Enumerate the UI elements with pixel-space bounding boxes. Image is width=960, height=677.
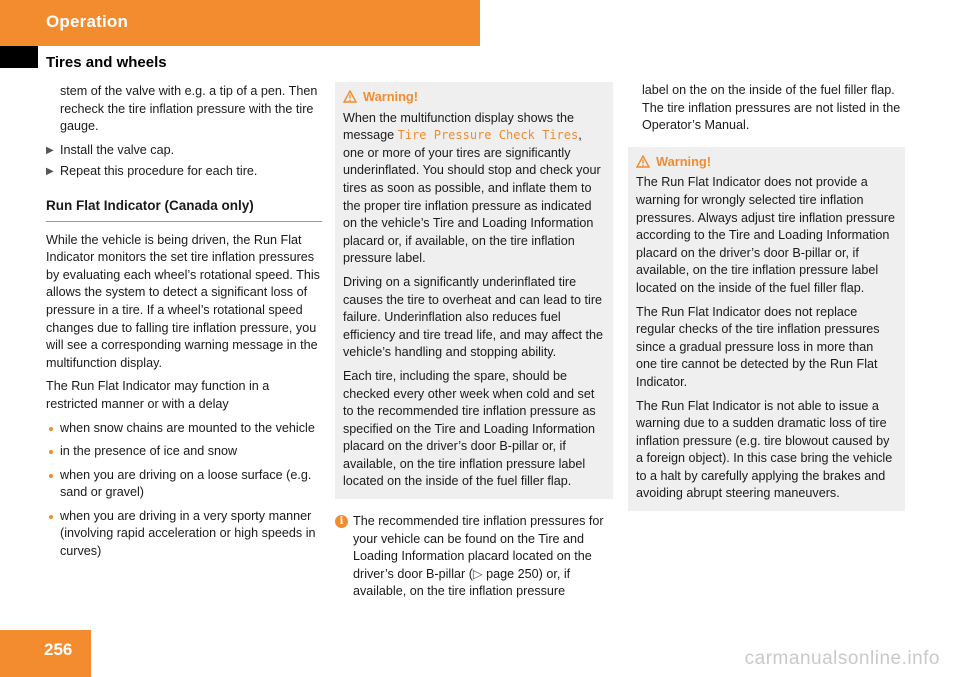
orange-dot-icon bbox=[49, 427, 53, 431]
list-item-text: when snow chains are mounted to the vehicle bbox=[60, 420, 315, 435]
warning-paragraph: Driving on a significantly underinflated tire causes the tire to overheat and can lead to tire failure. Underinflation also reduces fuel efficiency and tire tread life, and may affect the vehicle’s handling and stopping ability. bbox=[343, 274, 603, 360]
warning-triangle-icon bbox=[636, 155, 650, 168]
orange-dot-icon bbox=[49, 450, 53, 454]
subsection-title: Tires and wheels bbox=[46, 54, 167, 71]
warning-box bbox=[628, 147, 905, 511]
continued-paragraph: label on the on the inside of the fuel filler flap. The tire inflation pressures are not listed in the Operator’s Manual. bbox=[642, 83, 901, 133]
warning-heading bbox=[343, 88, 605, 106]
orange-dot-icon bbox=[49, 515, 53, 519]
body-paragraph: The Run Flat Indicator may function in a restricted manner or with a delay bbox=[46, 379, 270, 411]
page-reference-link[interactable]: page 250 bbox=[486, 566, 539, 581]
list-item bbox=[46, 420, 322, 438]
triangle-arrow-icon: ▶ bbox=[46, 166, 54, 178]
info-text: ) or, if available, on the tire inflation pressure bbox=[353, 566, 571, 599]
watermark: carmanualsonline.info bbox=[744, 648, 940, 669]
step-text: Repeat this procedure for each tire. bbox=[60, 164, 258, 179]
column-left bbox=[46, 83, 322, 567]
step-text: Install the valve cap. bbox=[60, 142, 175, 157]
warning-box bbox=[335, 82, 613, 499]
body-paragraph: While the vehicle is being driven, the Run Flat Indicator monitors the set tire inflation pressures by evaluating each wheel’s rotational speed. This allows the system to detect a significant loss of pressure in a tire. If a wheel’s rotational speed changes due to falling tire inflation pressure, you will see a corresponding warning message in the multifunction display. bbox=[46, 232, 320, 370]
warning-title: Warning! bbox=[656, 153, 711, 169]
list-item bbox=[46, 508, 322, 561]
orange-dot-icon bbox=[49, 474, 53, 478]
list-item-text: in the presence of ice and snow bbox=[60, 444, 238, 459]
warning-paragraph: The Run Flat Indicator does not provide a warning for wrongly selected tire inflation pressures. Always adjust tire inflation pressure according to the Tire and Loading Information placard on the driver’s door B-pillar or, if available, on the tire inflation pressure label located on the inside of the fuel filler flap. bbox=[636, 175, 895, 295]
list-item-text: when you are driving on a loose surface (e.g. sand or gravel) bbox=[60, 467, 312, 500]
page-number-box bbox=[0, 630, 91, 677]
section-heading: Run Flat Indicator (Canada only) bbox=[46, 197, 322, 222]
intro-paragraph: stem of the valve with e.g. a tip of a pen. Then recheck the tire inflation pressure with the tire gauge. bbox=[60, 84, 318, 134]
warning-paragraph: The Run Flat Indicator does not replace regular checks of the tire inflation pressures since a gradual pressure loss in more than one tire cannot be detected by the Run Flat Indicator. bbox=[636, 304, 880, 389]
section-tab-marker bbox=[0, 46, 38, 68]
triangle-arrow-icon: ▶ bbox=[46, 144, 54, 156]
info-text: The recommended tire inflation pressures for your vehicle can be found on the Tire and Loading Information placard located on the driver’s door B-pillar ( bbox=[353, 514, 604, 581]
warning-title: Warning! bbox=[363, 89, 418, 104]
warning-paragraph: The Run Flat Indicator is not able to issue a warning due to a sudden dramatic loss of tire inflation pressure (e.g. tire blowout caused by a foreign object). In this case bring the vehicle to a halt by carefully applying the brakes and avoiding abrupt steering maneuvers. bbox=[636, 398, 893, 501]
header-bar bbox=[0, 0, 480, 46]
warning-heading bbox=[636, 153, 897, 171]
list-item-text: when you are driving in a very sporty manner (involving rapid acceleration or high speeds in curves) bbox=[60, 508, 316, 559]
warning-paragraph: Each tire, including the spare, should be checked every other week when cold and set to the recommended tire inflation pressure as specified on the Tire and Loading Information placard on the driver’s door B-pillar or, if available, on the tire inflation pressure label located on the inside of the fuel filler flap. bbox=[343, 368, 596, 489]
warning-text: , one or more of your tires are significantly underinflated. You should stop and check your tires as soon as possible, and inflate them to the proper tire inflation pressure as indicated on the vehicle’s Tire and Loading Information placard or, if available, on the tire inflation pressure label. bbox=[343, 128, 601, 266]
column-middle bbox=[335, 82, 613, 601]
warning-text: When the multifunction display shows the message bbox=[343, 110, 575, 143]
display-message: Tire Pressure Check Tires bbox=[397, 128, 579, 143]
list-item bbox=[46, 467, 322, 502]
step-item bbox=[46, 142, 322, 160]
info-note: i The recommended tire inflation pressures for your vehicle can be found on the Tire and Loading Information placard located on the driver’s door B-pillar (▷ page 250) or, if available, on the tire inflation pressure bbox=[335, 513, 613, 601]
warning-triangle-icon bbox=[343, 90, 357, 103]
info-icon: i bbox=[335, 515, 348, 528]
section-title: Operation bbox=[46, 12, 129, 31]
column-right bbox=[628, 82, 905, 511]
warning-paragraph bbox=[343, 110, 605, 268]
list-item bbox=[46, 443, 322, 461]
page-number: 256 bbox=[44, 640, 73, 659]
step-item bbox=[46, 163, 322, 181]
